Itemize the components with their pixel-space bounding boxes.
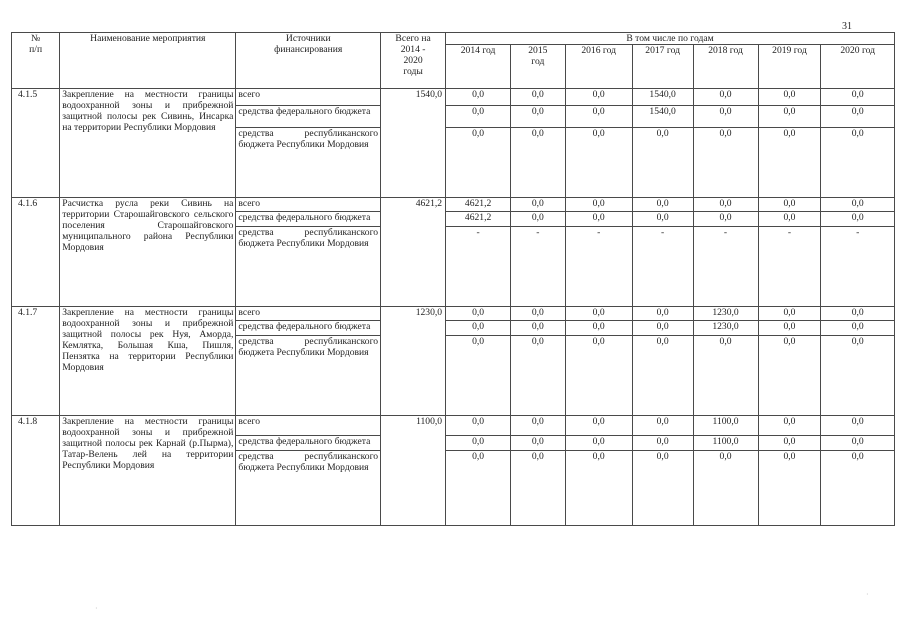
year-value: 0,0 [446, 106, 511, 128]
year-value: 0,0 [446, 89, 511, 106]
year-value: 0,0 [821, 321, 895, 336]
year-value: 0,0 [632, 198, 693, 212]
year-value: 0,0 [821, 336, 895, 416]
funding-source: средства федерального бюджета [236, 436, 381, 451]
funding-source: средства федерального бюджета [236, 106, 381, 128]
year-value: 0,0 [511, 336, 566, 416]
header-total: Всего на 2014 - 2020 годы [381, 33, 446, 89]
header-year: 2014 год [446, 45, 511, 89]
year-value: 0,0 [632, 212, 693, 227]
year-value: 0,0 [693, 89, 758, 106]
year-value: 0,0 [511, 198, 566, 212]
year-value: 0,0 [632, 416, 693, 436]
year-value: 0,0 [446, 436, 511, 451]
year-value: 0,0 [565, 212, 632, 227]
year-value: 0,0 [758, 212, 821, 227]
year-value: 0,0 [693, 198, 758, 212]
year-value: 0,0 [758, 89, 821, 106]
year-value: 0,0 [565, 321, 632, 336]
year-value: 0,0 [821, 128, 895, 198]
year-value: 0,0 [758, 451, 821, 526]
year-value: 0,0 [565, 128, 632, 198]
year-value: 0,0 [565, 307, 632, 321]
year-value: 0,0 [821, 198, 895, 212]
year-value: 0,0 [446, 307, 511, 321]
header-year: 2015 год [511, 45, 566, 89]
year-value: - [446, 227, 511, 307]
year-value: 0,0 [446, 416, 511, 436]
year-value: 0,0 [758, 416, 821, 436]
item-number: 4.1.8 [12, 416, 60, 526]
year-value: 1230,0 [693, 321, 758, 336]
year-value: 0,0 [758, 198, 821, 212]
funding-source: всего [236, 307, 381, 321]
funding-source: всего [236, 198, 381, 212]
total-amount: 4621,2 [381, 198, 446, 307]
funding-source: всего [236, 89, 381, 106]
financing-table [11, 32, 895, 526]
year-value: 0,0 [693, 336, 758, 416]
year-value: - [632, 227, 693, 307]
year-value: 0,0 [511, 321, 566, 336]
year-value: 0,0 [693, 106, 758, 128]
page-number: 31 [842, 21, 852, 32]
total-amount: 1230,0 [381, 307, 446, 416]
year-value: 0,0 [565, 436, 632, 451]
year-value: 0,0 [511, 436, 566, 451]
funding-source: средства федерального бюджета [236, 321, 381, 336]
year-value: - [693, 227, 758, 307]
funding-source: средства республиканского бюджета Республики Мордовия [236, 128, 381, 198]
header-source: Источники финансирования [236, 33, 381, 89]
year-value: 0,0 [758, 336, 821, 416]
scan-mark: · [866, 590, 869, 599]
year-value: 0,0 [446, 321, 511, 336]
year-value: 0,0 [511, 128, 566, 198]
funding-source: средства федерального бюджета [236, 212, 381, 227]
table-row [12, 198, 895, 212]
year-value: 0,0 [511, 89, 566, 106]
year-value: - [758, 227, 821, 307]
year-value: 0,0 [821, 451, 895, 526]
year-value: - [511, 227, 566, 307]
year-value: 0,0 [511, 416, 566, 436]
header-num: № п/п [12, 33, 60, 89]
header-name: Наименование мероприятия [60, 33, 236, 89]
header-year: 2016 год [565, 45, 632, 89]
year-value: - [565, 227, 632, 307]
year-value: 0,0 [565, 416, 632, 436]
year-value: 0,0 [565, 451, 632, 526]
year-value: 0,0 [511, 451, 566, 526]
year-value: 0,0 [821, 416, 895, 436]
year-value: 0,0 [821, 89, 895, 106]
year-value: 0,0 [758, 307, 821, 321]
year-value: 0,0 [821, 307, 895, 321]
year-value: 0,0 [758, 106, 821, 128]
activity-name: Закрепление на местности границы водоохранной зоны и прибрежной защитной полосы рек Сивинь, Инсарка на территории Республики Мордовия [60, 89, 236, 198]
year-value: 0,0 [758, 436, 821, 451]
year-value: 0,0 [446, 336, 511, 416]
total-amount: 1100,0 [381, 416, 446, 526]
year-value: 0,0 [632, 321, 693, 336]
table-row [12, 307, 895, 321]
year-value: 1100,0 [693, 436, 758, 451]
year-value: 0,0 [632, 436, 693, 451]
year-value: 0,0 [565, 198, 632, 212]
year-value: 0,0 [693, 212, 758, 227]
total-amount: 1540,0 [381, 89, 446, 198]
year-value: 0,0 [758, 128, 821, 198]
activity-name: Закрепление на местности границы водоохранной зоны и прибрежной защитной полосы рек Нуя, Аморда, Кемлятка, Большая Кша, Пишля, Пензятка на территории Республики Мордовия [60, 307, 236, 416]
item-number: 4.1.6 [12, 198, 60, 307]
header-year: 2020 год [821, 45, 895, 89]
year-value: 0,0 [446, 128, 511, 198]
activity-name: Расчистка русла реки Сивинь на территории Старошайговского сельского поселения Старошайговского муниципального района Республики Мордовия [60, 198, 236, 307]
year-value: 0,0 [511, 212, 566, 227]
year-value: 1100,0 [693, 416, 758, 436]
year-value: 0,0 [758, 321, 821, 336]
year-value: 0,0 [632, 336, 693, 416]
year-value: - [821, 227, 895, 307]
header-year: 2017 год [632, 45, 693, 89]
table-row [12, 89, 895, 106]
year-value: 0,0 [511, 106, 566, 128]
year-value: 1230,0 [693, 307, 758, 321]
year-value: 0,0 [632, 128, 693, 198]
activity-name: Закрепление на местности границы водоохранной зоны и прибрежной защитной полосы рек Карнай (р.Пырма), Татар-Велень лей на территории Республики Мордовия [60, 416, 236, 526]
funding-source: средства республиканского бюджета Республики Мордовия [236, 336, 381, 416]
year-value: 0,0 [693, 128, 758, 198]
year-value: 0,0 [632, 451, 693, 526]
year-value: 0,0 [446, 451, 511, 526]
funding-source: средства республиканского бюджета Республики Мордовия [236, 227, 381, 307]
header-by-years: В том числе по годам [446, 33, 895, 45]
year-value: 0,0 [821, 212, 895, 227]
scan-mark: · [95, 604, 98, 613]
year-value: 4621,2 [446, 198, 511, 212]
year-value: 4621,2 [446, 212, 511, 227]
item-number: 4.1.5 [12, 89, 60, 198]
year-value: 0,0 [565, 106, 632, 128]
year-value: 1540,0 [632, 106, 693, 128]
funding-source: всего [236, 416, 381, 436]
year-value: 0,0 [632, 307, 693, 321]
header-year: 2018 год [693, 45, 758, 89]
year-value: 0,0 [821, 436, 895, 451]
header-year: 2019 год [758, 45, 821, 89]
funding-source: средства республиканского бюджета Республики Мордовия [236, 451, 381, 526]
year-value: 0,0 [693, 451, 758, 526]
table-row [12, 416, 895, 436]
year-value: 0,0 [565, 89, 632, 106]
item-number: 4.1.7 [12, 307, 60, 416]
year-value: 1540,0 [632, 89, 693, 106]
year-value: 0,0 [511, 307, 566, 321]
year-value: 0,0 [821, 106, 895, 128]
year-value: 0,0 [565, 336, 632, 416]
